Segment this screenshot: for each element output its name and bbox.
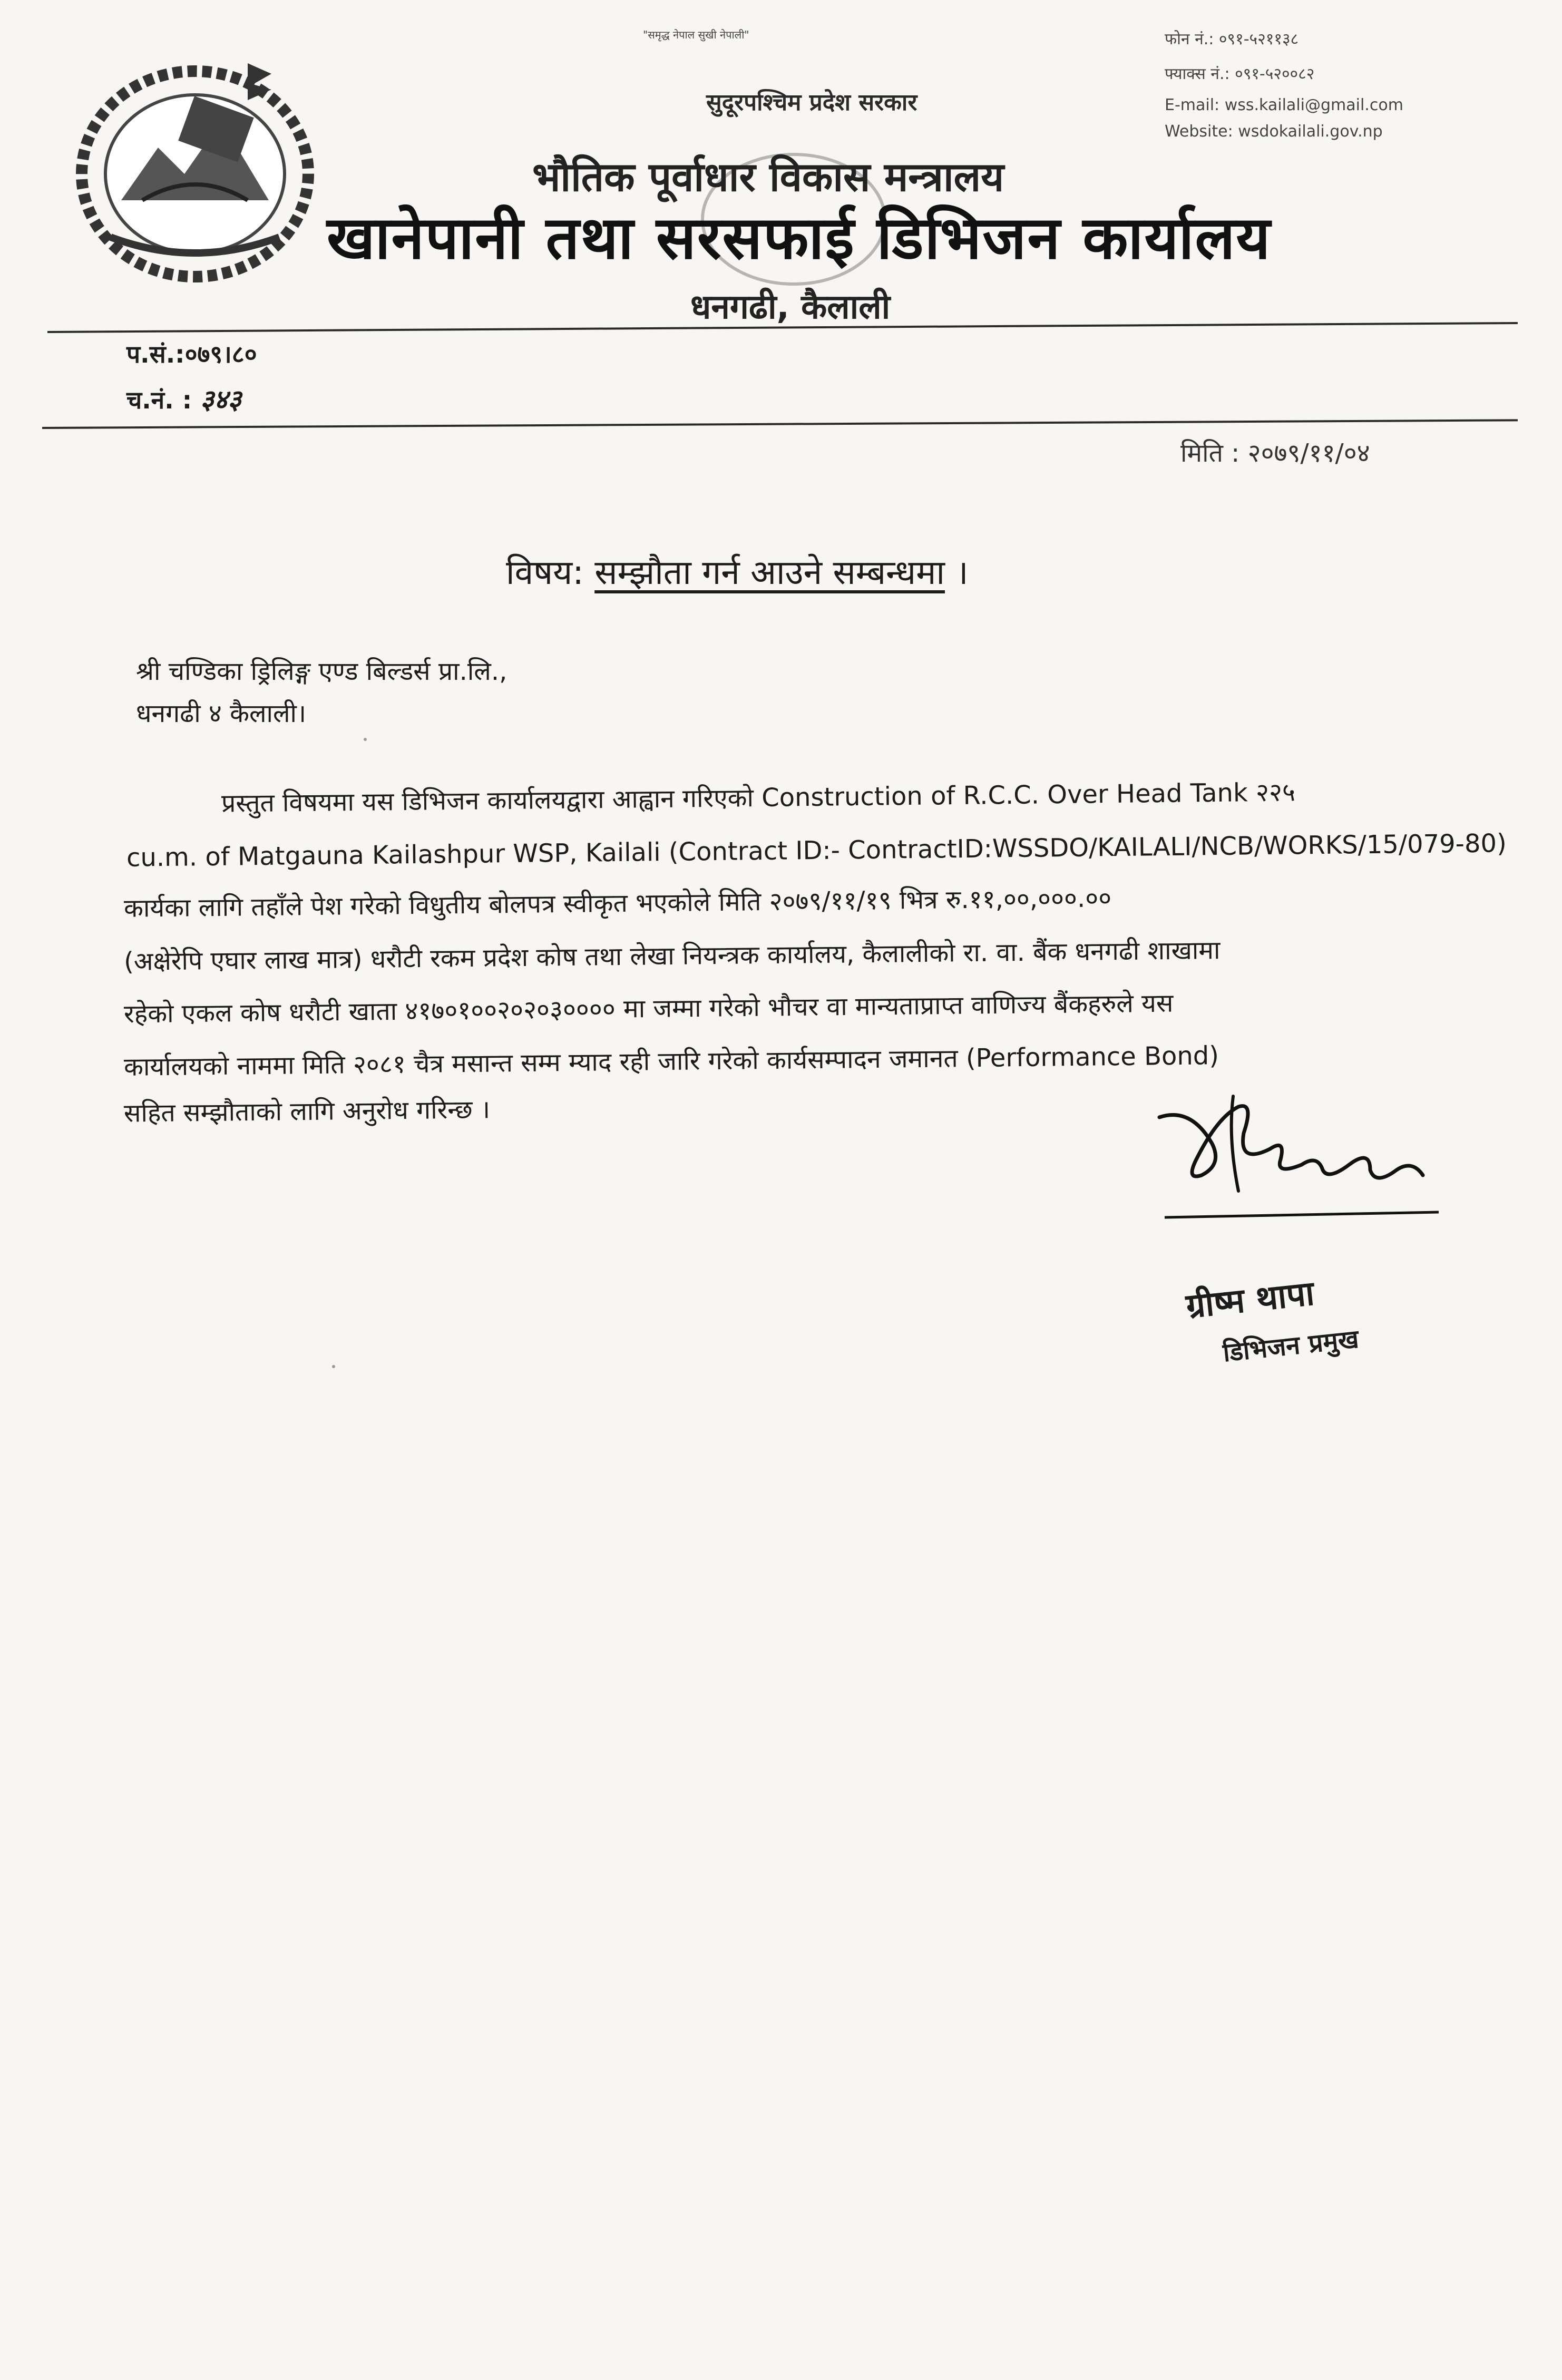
subject-line xyxy=(506,548,969,594)
nepal-emblem-icon xyxy=(63,42,327,285)
reference-divider xyxy=(42,419,1518,429)
ministry-name: भौतिक पूर्वाधार विकास मन्त्रालय xyxy=(532,153,1004,200)
body-line: रहेको एकल कोष धरौटी खाता ४१७०१००२०२०३०००० मा जम्मा गरेको भौचर वा मान्यताप्राप्त वाणिज्य बैंकहरुले यस xyxy=(123,988,1174,1029)
signatory-title: डिभिजन प्रमुख xyxy=(1221,1324,1360,1368)
letter-date: मिति : २०७९/११/०४ xyxy=(1180,438,1370,468)
motto: "समृद्ध नेपाल सुखी नेपाली" xyxy=(643,28,749,41)
contact-fax: फ्याक्स नं.: ०९१-५२००८२ xyxy=(1165,65,1315,83)
office-location: धनगढी, कैलाली xyxy=(690,288,891,327)
body-line: कार्यका लागि तहाँले पेश गरेको विधुतीय बोलपत्र स्वीकृत भएकोले मिति २०७९/११/१९ भित्र रु.११,००,०००.०० xyxy=(123,883,1112,923)
government-name: सुदूरपश्चिम प्रदेश सरकार xyxy=(706,89,917,116)
chn-label: च.नं. : xyxy=(126,386,192,414)
contact-phone: फोन नं.: ०९१-५२११३८ xyxy=(1165,30,1299,48)
ps-label: प.सं.: xyxy=(126,340,185,368)
reference-number xyxy=(126,337,257,370)
body-line: कार्यालयको नाममा मिति २०८१ चैत्र मसान्त सम्म म्याद रही जारि गरेको कार्यसम्पादन जमानत (Performance Bond) xyxy=(123,1041,1219,1082)
body-line: (अक्षेरेपि एघार लाख मात्र) धरौटी रकम प्रदेश कोष तथा लेखा नियन्त्रक कार्यालय, कैलालीको रा. वा. बैंक धनगढी शाखामा xyxy=(123,935,1221,977)
body-line: cu.m. of Matgauna Kailashpur WSP, Kailali (Contract ID:- ContractID:WSSDO/KAILALI/NCB/WORKS/15/079-80) xyxy=(126,828,1507,873)
subject-end: । xyxy=(955,553,969,592)
contact-email: E-mail: wss.kailali@gmail.com xyxy=(1165,96,1403,114)
handwritten-signature xyxy=(1149,1086,1444,1223)
office-name: खानेपानी तथा सरसफाई डिभिजन कार्यालय xyxy=(327,204,1272,272)
subject-text: सम्झौता गर्न आउने सम्बन्धमा xyxy=(594,553,945,592)
ps-value: ०७९।८० xyxy=(184,340,257,368)
contact-website: Website: wsdokailali.gov.np xyxy=(1165,122,1383,141)
paper-speck xyxy=(364,738,367,741)
body-line: प्रस्तुत विषयमा यस डिभिजन कार्यालयद्वारा आह्वान गरिएको Construction of R.C.C. Over Head Tank २२५ xyxy=(221,777,1296,818)
body-line: सहित सम्झौताको लागि अनुरोध गरिन्छ । xyxy=(123,1095,491,1128)
chn-value: ३४३ xyxy=(200,384,242,415)
signatory-name: ग्रीष्म थापा xyxy=(1184,1274,1316,1326)
addressee-address: धनगढी ४ कैलाली। xyxy=(136,699,307,728)
subject-label: विषय: xyxy=(506,553,584,592)
paper-speck xyxy=(332,1365,335,1368)
addressee-name: श्री चण्डिका ड्रिलिङ्ग एण्ड बिल्डर्स प्रा.लि., xyxy=(136,657,507,686)
dispatch-number xyxy=(126,381,241,416)
